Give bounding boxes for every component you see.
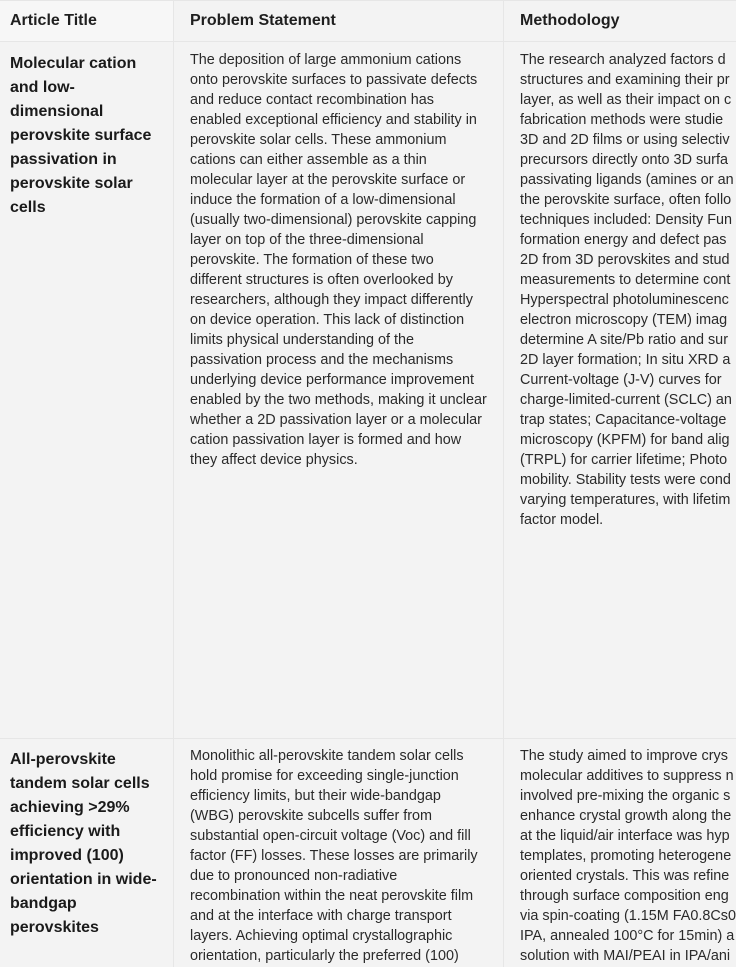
row1-methodology	[504, 42, 736, 739]
methodology-line: oriented crystals. This was refine	[520, 868, 730, 884]
methodology-line: electron microscopy (TEM) imag	[520, 312, 728, 328]
methodology-line: 3D and 2D films or using selectiv	[520, 132, 730, 148]
methodology-line: precursors directly onto 3D surfa	[520, 152, 728, 168]
methodology-line: charge-limited-current (SCLC) an	[520, 392, 732, 408]
methodology-line: through surface composition eng	[520, 888, 729, 904]
methodology-line: enhance crystal growth along the	[520, 808, 732, 824]
methodology-line: The study aimed to improve crys	[520, 748, 728, 764]
methodology-line: Current-voltage (J-V) curves for	[520, 372, 722, 388]
methodology-line: factor model.	[520, 512, 604, 528]
methodology-line: involved pre-mixing the organic s	[520, 788, 731, 804]
methodology-line: formation energy and defect pas	[520, 232, 727, 248]
methodology-line: fabrication methods were studie	[520, 112, 724, 128]
methodology-line: IPA, annealed 100°C for 15min) a	[520, 928, 735, 944]
row1-article-title: Molecular cation and low-dimensional perovskite surface passivation in perovskite solar cells	[0, 42, 174, 739]
header-problem-statement[interactable]: Problem Statement	[174, 0, 504, 42]
methodology-line: molecular additives to suppress n	[520, 768, 734, 784]
methodology-line: the perovskite surface, often follo	[520, 192, 732, 208]
methodology-line: The research analyzed factors d	[520, 52, 726, 68]
methodology-line: passivating ligands (amines or an	[520, 172, 734, 188]
methodology-line: templates, promoting heterogene	[520, 848, 732, 864]
methodology-line: Hyperspectral photoluminescenc	[520, 292, 729, 308]
methodology-line: 2D layer formation; In situ XRD a	[520, 352, 731, 368]
methodology-line: via spin-coating (1.15M FA0.8Cs0	[520, 908, 736, 924]
row2-article-title: All-perovskite tandem solar cells achieving >29% efficiency with improved (100) orientation in wide-bandgap perovskites	[0, 739, 174, 967]
methodology-line: determine A site/Pb ratio and sur	[520, 332, 728, 348]
methodology-line: microscopy (KPFM) for band alig	[520, 432, 730, 448]
header-methodology[interactable]: Methodology	[504, 0, 736, 42]
methodology-line: trap states; Capacitance-voltage	[520, 412, 727, 428]
methodology-line: mobility. Stability tests were cond	[520, 472, 731, 488]
methodology-line: (TRPL) for carrier lifetime; Photo	[520, 452, 728, 468]
methodology-line: 2D from 3D perovskites and stud	[520, 252, 730, 268]
methodology-line: structures and examining their pr	[520, 72, 730, 88]
header-article-title[interactable]: Article Title	[0, 0, 174, 42]
methodology-line: measurements to determine cont	[520, 272, 731, 288]
row2-methodology	[504, 739, 736, 967]
row1-problem-statement: The deposition of large ammonium cations onto perovskite surfaces to passivate defects and reduce contact recombination has enabled exceptional efficiency and stability in perovskite solar cells. These ammonium cations can either assemble as a thin molecular layer at the perovskite surface or induce the formation of a low-dimensional (usually two-dimensional) perovskite capping layer on top of the three-dimensional perovskite. The formation of these two different structures is often overlooked by researchers, although they impact differently on device operation. This lack of distinction limits physical understanding of the passivation process and the mechanisms underlying device performance improvement enabled by the two methods, making it unclear whether a 2D passivation layer or a molecular cation passivation layer is formed and how they affect device physics.	[174, 42, 504, 739]
methodology-line: techniques included: Density Fun	[520, 212, 732, 228]
row2-problem-statement: Monolithic all-perovskite tandem solar cells hold promise for exceeding single-junction efficiency limits, but their wide-bandgap (WBG) perovskite subcells suffer from substantial open-circuit voltage (Voc) and fill factor (FF) losses. These losses are primarily due to pronounced non-radiative recombination within the neat perovskite film and at the interface with charge transport layers. Achieving optimal crystallographic orientation, particularly the preferred (100)	[174, 739, 504, 967]
methodology-line: at the liquid/air interface was hyp	[520, 828, 730, 844]
methodology-line: solution with MAI/PEAI in IPA/ani	[520, 948, 731, 964]
methodology-line: varying temperatures, with lifetim	[520, 492, 731, 508]
methodology-line: layer, as well as their impact on c	[520, 92, 732, 108]
